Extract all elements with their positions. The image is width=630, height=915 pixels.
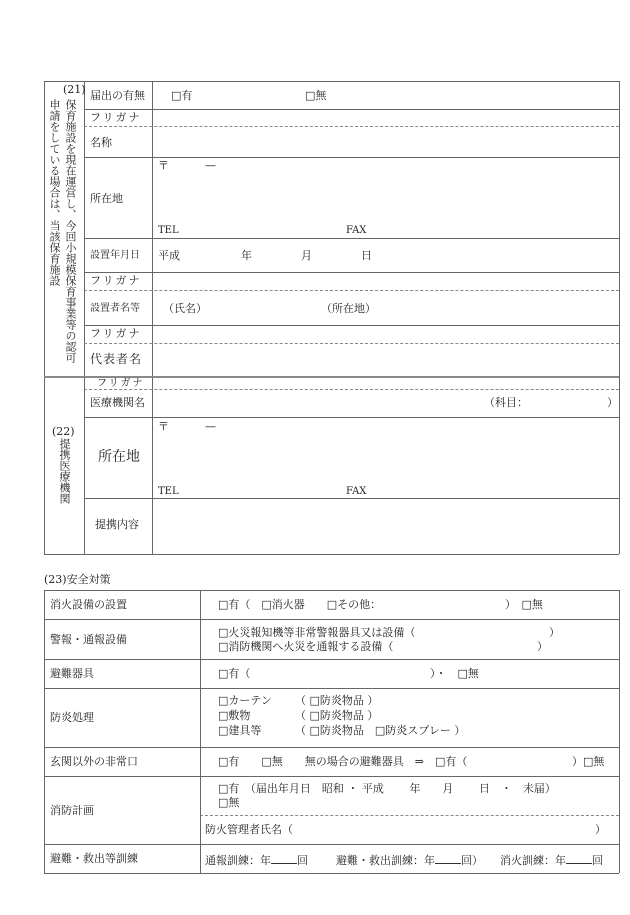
drill-extinguish-count-input[interactable] bbox=[566, 852, 592, 864]
drill-evacuation-count-input[interactable] bbox=[435, 852, 461, 864]
fire-equipment-none[interactable]: ） □無 bbox=[505, 598, 543, 611]
furigana-label: フリガナ bbox=[90, 274, 142, 287]
section-21-number: (21) bbox=[63, 83, 86, 96]
postal-dash: — bbox=[205, 159, 216, 172]
table-border-left bbox=[44, 590, 45, 873]
row-line bbox=[44, 776, 619, 777]
drill-extinguish-unit: 回 bbox=[592, 854, 603, 867]
era-label: 平成 bbox=[158, 249, 180, 262]
alarm-option-1[interactable]: □火災報知機等非常警報器具又は設備（ bbox=[218, 626, 416, 639]
section-23-title: (23)安全対策 bbox=[44, 573, 111, 586]
year-label: 年 bbox=[241, 249, 252, 262]
row-line bbox=[44, 688, 619, 689]
row-line bbox=[84, 272, 619, 273]
partnership-label: 提携内容 bbox=[95, 518, 139, 531]
drill-extinguish-label: 消火訓練：年 bbox=[500, 854, 566, 867]
fireproof-item-options[interactable]: （ □防炎物品 ） bbox=[295, 694, 379, 707]
fire-manager-label: 防火管理者氏名（ bbox=[205, 823, 293, 836]
drill-report-label: 通報訓練：年 bbox=[205, 854, 271, 867]
representative-label: 代表者名 bbox=[90, 352, 143, 366]
section-21-title-right: 保育施設を現在運営し、今回小規模保育事業等の認可 bbox=[64, 99, 77, 363]
founder-label: 設置者名等 bbox=[90, 303, 140, 314]
fax-label: FAX bbox=[346, 225, 367, 236]
column-divider-2 bbox=[152, 81, 153, 554]
row-line bbox=[84, 238, 619, 239]
founder-address-label: （所在地） bbox=[321, 302, 376, 315]
drill-evacuation-unit: 回） bbox=[461, 854, 483, 867]
drill-report bbox=[205, 852, 308, 867]
department-label: （科目： bbox=[484, 396, 528, 409]
table-border-right bbox=[619, 590, 620, 873]
postal-mark: 〒 bbox=[158, 159, 169, 172]
row-label-drills: 避難・救出等訓練 bbox=[50, 852, 138, 865]
evacuation-equipment-yes[interactable]: □有（ bbox=[218, 667, 251, 680]
alarm-option-2[interactable]: □消防機関へ火災を通報する設備（ bbox=[218, 640, 394, 653]
notification-no-checkbox[interactable]: □無 bbox=[305, 89, 327, 102]
drill-extinguish bbox=[500, 852, 603, 867]
month-label: 月 bbox=[301, 249, 312, 262]
row-dashed-line bbox=[200, 815, 619, 816]
row-label-evacuation-equipment: 避難器具 bbox=[50, 667, 94, 680]
table-border-top bbox=[44, 590, 619, 591]
row-dashed-line bbox=[84, 343, 619, 344]
table-border-left bbox=[44, 81, 45, 554]
furigana-label: フリガナ bbox=[90, 111, 142, 124]
row-line bbox=[84, 417, 619, 418]
table-border-bottom bbox=[44, 873, 619, 874]
row-label-fireproofing: 防炎処理 bbox=[50, 711, 94, 724]
postal-dash: — bbox=[205, 420, 216, 433]
facility-name-input[interactable] bbox=[154, 128, 618, 156]
row-label-emergency-exit: 玄関以外の非常口 bbox=[50, 755, 138, 768]
row-line bbox=[84, 157, 619, 158]
column-divider-1 bbox=[84, 81, 85, 554]
fireproof-item-name[interactable]: □敷物 bbox=[218, 709, 251, 722]
representative-input[interactable] bbox=[154, 345, 618, 375]
fireproof-item-name[interactable]: □カーテン bbox=[218, 694, 272, 707]
postal-mark: 〒 bbox=[158, 420, 169, 433]
tel-label: TEL bbox=[158, 225, 179, 236]
notification-label: 届出の有無 bbox=[90, 89, 145, 102]
drill-report-count-input[interactable] bbox=[271, 852, 297, 864]
fireproof-item-options[interactable]: （ □防炎物品 ） bbox=[295, 709, 379, 722]
row-dashed-line bbox=[84, 389, 619, 390]
day-label: 日 bbox=[361, 249, 372, 262]
row-line bbox=[84, 325, 619, 326]
evacuation-equipment-no[interactable]: ）・ □無 bbox=[430, 667, 479, 680]
facility-address-label: 所在地 bbox=[90, 192, 123, 205]
drill-evacuation bbox=[336, 852, 483, 867]
row-line bbox=[44, 619, 619, 620]
fire-manager-close: ） bbox=[595, 823, 606, 836]
row-label-alarm: 警報・通報設備 bbox=[50, 633, 127, 646]
alarm-option-2-close: ） bbox=[537, 640, 548, 653]
department-close: ） bbox=[607, 396, 618, 409]
emergency-exit-none[interactable]: ）□無 bbox=[572, 755, 605, 768]
section-22-number: (22) bbox=[52, 425, 75, 438]
row-dashed-line bbox=[84, 126, 619, 127]
column-divider bbox=[200, 590, 201, 873]
row-line bbox=[84, 498, 619, 499]
section-21-title-left: 申請をしている場合は、当該保育施設 bbox=[48, 99, 61, 286]
row-line bbox=[44, 747, 619, 748]
notification-yes-checkbox[interactable]: □有 bbox=[171, 89, 193, 102]
institution-name-label: 医療機関名 bbox=[90, 396, 145, 409]
table-border-bottom bbox=[44, 554, 619, 555]
institution-address-label: 所在地 bbox=[98, 449, 140, 465]
fireproof-item-name[interactable]: □建具等 bbox=[218, 724, 262, 737]
table-border-right bbox=[619, 81, 620, 554]
row-dashed-line bbox=[84, 290, 619, 291]
table-border-top bbox=[44, 81, 619, 82]
founder-name-label: （氏名） bbox=[163, 302, 207, 315]
fireproof-item-options[interactable]: （ □防炎物品 □防炎スプレー ） bbox=[295, 724, 466, 737]
facility-name-label: 名称 bbox=[90, 136, 112, 149]
alarm-option-1-close: ） bbox=[549, 626, 560, 639]
drill-report-unit: 回 bbox=[297, 854, 308, 867]
fire-plan-no[interactable]: □無 bbox=[218, 796, 240, 809]
emergency-exit-options[interactable]: □有 □無 無の場合の避難器具 ⇒ □有（ bbox=[218, 755, 468, 768]
established-label: 設置年月日 bbox=[90, 250, 140, 261]
section-22-title: 提携医療機関 bbox=[58, 438, 71, 504]
fax-label: FAX bbox=[346, 486, 367, 497]
partnership-input[interactable] bbox=[154, 500, 618, 553]
row-label-fire-plan: 消防計画 bbox=[50, 804, 94, 817]
row-label-fire-equipment: 消火設備の設置 bbox=[50, 598, 127, 611]
row-line bbox=[44, 659, 619, 660]
tel-label: TEL bbox=[158, 486, 179, 497]
fire-equipment-options[interactable]: □有（ □消火器 □その他： bbox=[218, 598, 382, 611]
fire-plan-yes[interactable]: □有 （届出年月日 昭和 ・ 平成 年 月 日 ・ 未届） bbox=[218, 782, 556, 795]
drill-evacuation-label: 避難・救出訓練：年 bbox=[336, 854, 435, 867]
furigana-label: フリガナ bbox=[97, 378, 145, 389]
row-line bbox=[44, 844, 619, 845]
facility-furigana-input[interactable] bbox=[154, 110, 618, 125]
furigana-label: フリガナ bbox=[90, 327, 142, 340]
